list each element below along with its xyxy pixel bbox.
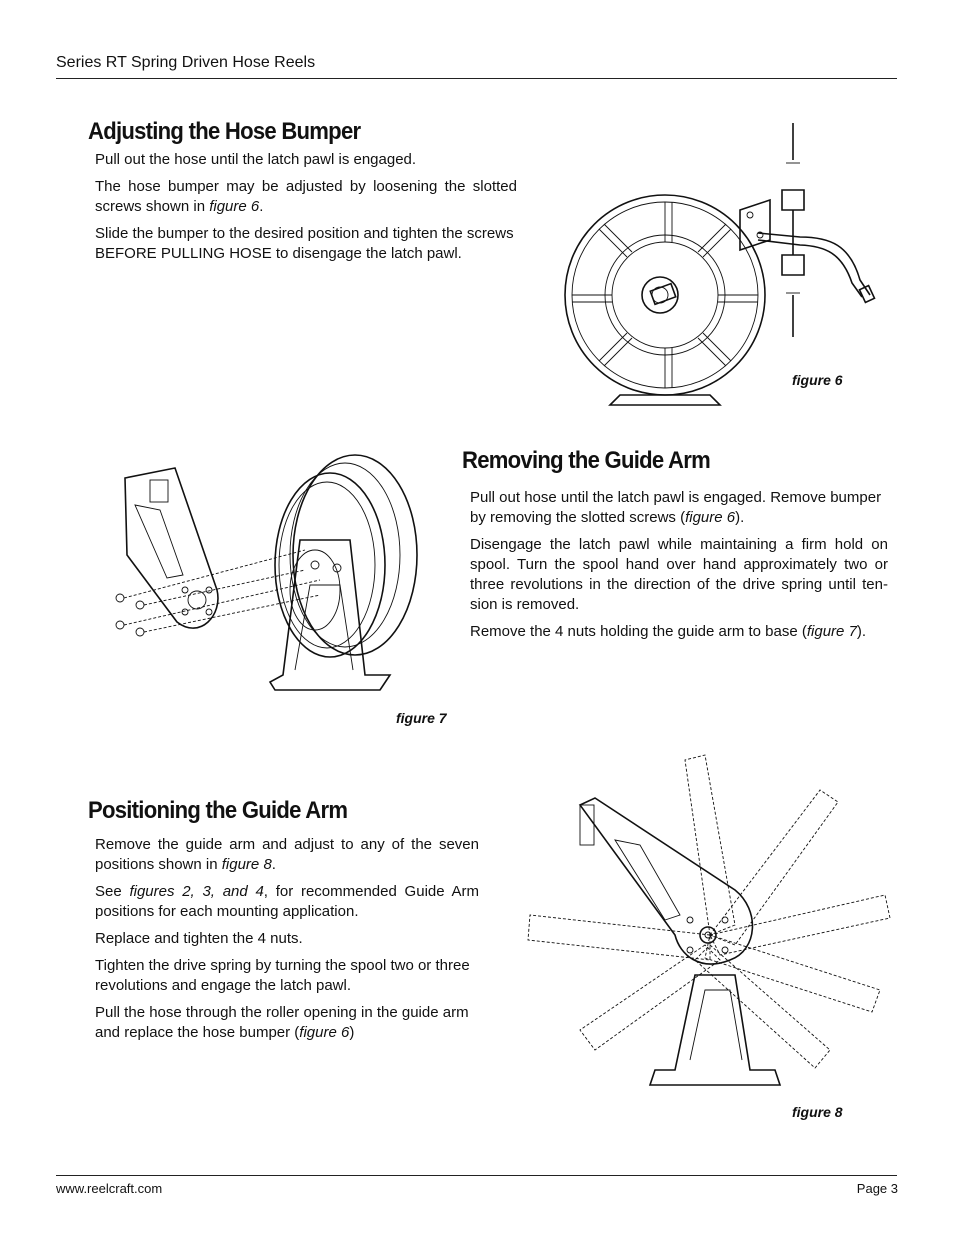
section2-body	[470, 488, 888, 649]
paragraph: Slide the bumper to the desired position and tighten the screws BEFORE PULLING HOSE to disengage the latch pawl.	[95, 225, 514, 262]
paragraph: Disengage the latch pawl while maintaining a firm hold on spool. Turn the spool hand over hand approximately two or three revolutions in the direction of the drive spring until ten-sion is removed.	[470, 536, 888, 613]
figure-8-guide-arm-positions	[520, 750, 900, 1090]
figure-reference: figure 8	[221, 856, 272, 873]
paragraph: Remove the guide arm and adjust to any of the seven positions shown in figure 8.	[95, 836, 479, 873]
figure-reference: figure 6	[299, 1024, 350, 1041]
section3-body	[95, 835, 479, 1050]
figure-reference: figure 7	[806, 623, 857, 640]
figure-8-caption: figure 8	[792, 1104, 843, 1120]
heading-positioning-guide-arm: Positioning the Guide Arm	[88, 797, 348, 824]
heading-adjusting-hose-bumper: Adjusting the Hose Bumper	[88, 118, 361, 145]
paragraph: The hose bumper may be adjusted by loosening the slotted screws shown in figure 6.	[95, 178, 517, 215]
figure-reference: figure 6	[209, 198, 260, 215]
heading-removing-guide-arm: Removing the Guide Arm	[462, 447, 710, 474]
figure-reference: figure 6	[685, 509, 736, 526]
figure-7-caption: figure 7	[396, 710, 447, 726]
paragraph: Pull out hose until the latch pawl is engaged. Remove bumper by removing the slotted screws (figure 6).	[470, 489, 882, 526]
figure-7-exploded-view	[105, 450, 425, 695]
section1-body	[95, 150, 517, 271]
figure-6-caption: figure 6	[792, 372, 843, 388]
paragraph: See figures 2, 3, and 4, for recommended Guide Arm positions for each mounting application.	[95, 883, 479, 920]
paragraph: Pull out the hose until the latch pawl is engaged.	[95, 151, 417, 168]
figure-reference: figures 2, 3, and 4	[129, 883, 264, 900]
paragraph: Replace and tighten the 4 nuts.	[95, 930, 303, 947]
page-number: Page 3	[856, 1181, 898, 1196]
paragraph: Tighten the drive spring by turning the spool two or three revolutions and engage the latch pawl.	[95, 957, 470, 994]
paragraph: Remove the 4 nuts holding the guide arm to base (figure 7).	[470, 623, 867, 640]
paragraph: Pull the hose through the roller opening in the guide arm and replace the hose bumper (figure 6)	[95, 1004, 469, 1041]
running-header: Series RT Spring Driven Hose Reels	[56, 54, 316, 71]
footer-url: www.reelcraft.com	[56, 1181, 163, 1196]
header-rule	[56, 78, 897, 79]
footer-rule	[56, 1175, 897, 1176]
